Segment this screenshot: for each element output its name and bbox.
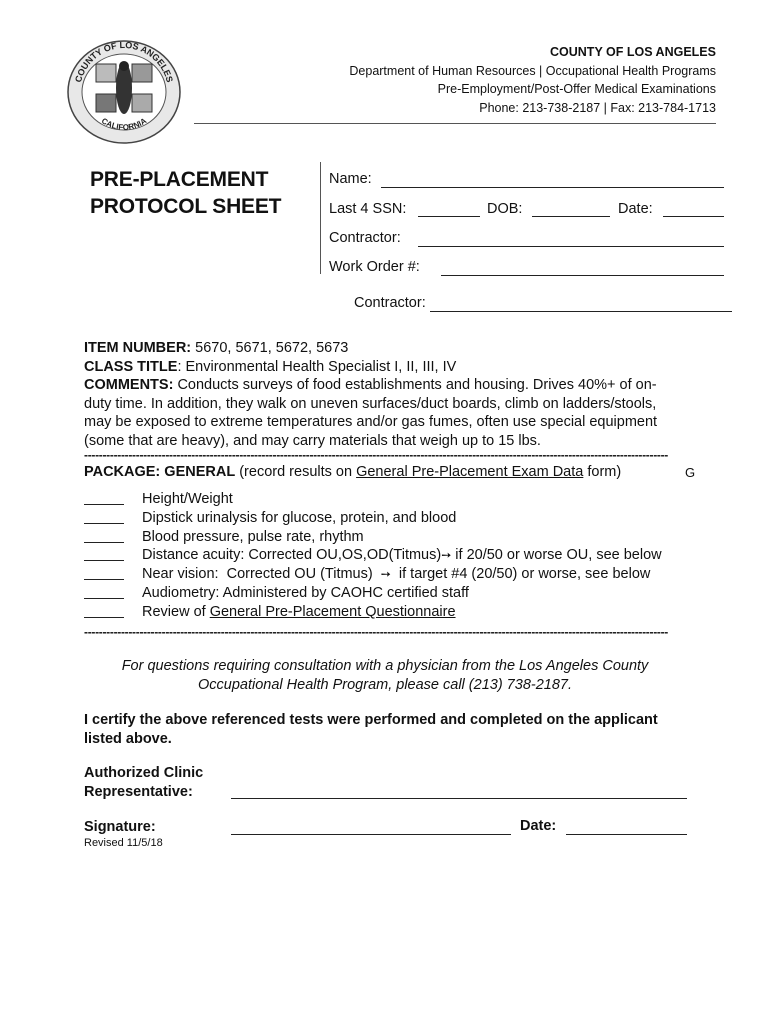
questionnaire-link[interactable]: General Pre-Placement Questionnaire [209,604,456,620]
package-label: PACKAGE: GENERAL [84,464,236,480]
arrow-right-icon: ➙ [441,548,452,562]
checklist-text: Height/Weight [142,491,233,507]
item-number-label: ITEM NUMBER: [84,340,192,356]
signature-field[interactable] [231,834,511,835]
comments-text-1: Conducts surveys of food establishments and housing. Drives 40%+ of on- [177,377,657,393]
checklist-blank[interactable] [84,523,124,524]
contractor2-field[interactable] [430,311,732,312]
arrow-right-icon: ➙ [380,567,391,581]
package-line [84,463,621,482]
checklist-text: Review of [142,604,210,620]
date-label: Date: [618,201,653,217]
name-field[interactable] [381,187,724,188]
rep-label-line-1: Authorized Clinic [84,765,204,781]
county-seal [66,40,182,144]
seal-top-text: COUNTY OF LOS ANGELES [73,40,175,84]
header-contact: Phone: 213-738-2187 | Fax: 213-784-1713 [479,100,716,115]
checklist-text: Blood pressure, pulse rate, rhythm [142,529,364,545]
header-dept: Department of Human Resources | Occupational Health Programs [349,63,716,78]
consult-line-2: Occupational Health Program, please call (213) 738-2187. [198,676,572,693]
certify-statement [84,711,724,748]
certify-line-1: I certify the above referenced tests were performed and completed on the applicant [84,712,658,728]
comments-label: COMMENTS: [84,377,174,393]
header-divider [194,123,716,124]
contractor-field[interactable] [418,246,724,247]
dob-field[interactable] [532,216,610,217]
item-number-line [84,339,704,358]
package-form-link[interactable]: General Pre-Placement Exam Data [356,464,584,480]
checklist-tail: if 20/50 or worse OU, see below [451,547,662,563]
certify-line-2: listed above. [84,730,172,747]
ssn-label: Last 4 SSN: [329,201,407,217]
checklist-text: Near vision: Corrected OU (Titmus) [142,566,381,582]
revised-date: Revised 11/5/18 [84,837,163,849]
checklist-blank[interactable] [84,504,124,505]
consult-line-1: For questions requiring consultation with a physician from the Los Angeles County [121,658,649,674]
comments-line-3: may be exposed to extreme temperatures and/or gas fumes, often use special equipment [84,414,658,430]
dob-label: DOB: [487,201,523,217]
contractor-label: Contractor: [329,230,401,246]
seal-bottom-text: CALIFORNIA [99,116,149,132]
work-order-field[interactable] [441,275,724,276]
header-org: COUNTY OF LOS ANGELES [550,45,716,59]
signoff-date-label: Date: [520,818,557,834]
title-line-1: PRE-PLACEMENT [90,168,269,191]
representative-field[interactable] [231,798,687,799]
package-marker: G [685,465,696,480]
dashed-divider-top: -------------------------------------------------------------------------------------------------------------------------------------------------------------- [84,450,668,460]
package-post: form) [583,464,622,480]
item-number-value: 5670, 5671, 5672, 5673 [195,340,349,356]
checklist-text: Distance acuity: Corrected OU,OS,OD(Titmus) [142,547,442,563]
comments-line-1 [84,376,704,395]
dashed-divider-bottom: -------------------------------------------------------------------------------------------------------------------------------------------------------------- [84,627,668,637]
checklist-text: Audiometry: Administered by CAOHC certified staff [142,585,469,601]
name-label: Name: [329,171,372,187]
rep-label [84,764,203,801]
rep-label-line-2: Representative: [84,783,193,800]
comments-line-4: (some that are heavy), and may carry materials that weigh up to 15 lbs. [84,432,541,449]
class-title-label: CLASS TITLE [84,358,178,375]
header-block [349,43,716,117]
package-pre: (record results on [239,464,357,480]
checklist-blank[interactable] [84,617,124,618]
work-order-label: Work Order #: [329,259,420,275]
signature-label: Signature: [84,819,156,835]
signoff-date-field[interactable] [566,834,687,835]
title-line-2: PROTOCOL SHEET [90,195,282,218]
class-title-value: Environmental Health Specialist I, II, III, IV [185,358,457,375]
ssn-field[interactable] [418,216,480,217]
contractor2-label: Contractor: [354,295,426,311]
checklist-text: Dipstick urinalysis for glucose, protein, and blood [142,510,457,526]
title-divider [320,162,321,274]
checklist-blank[interactable] [84,598,124,599]
header-exam: Pre-Employment/Post-Offer Medical Examinations [437,82,716,96]
checklist-tail: if target #4 (20/50) or worse, see below [390,566,651,582]
checklist-blank[interactable] [84,542,124,543]
checklist-blank[interactable] [84,560,124,561]
comments-line-2: duty time. In addition, they walk on uneven surfaces/duct boards, climb on ladders/stools, [84,395,657,412]
item-block [84,339,704,450]
consult-note [0,657,770,694]
page-title [90,166,281,220]
class-title-line: CLASS TITLE: Environmental Health Specialist I, II, III, IV [84,358,457,375]
checklist-blank[interactable] [84,579,124,580]
date-field[interactable] [663,216,724,217]
